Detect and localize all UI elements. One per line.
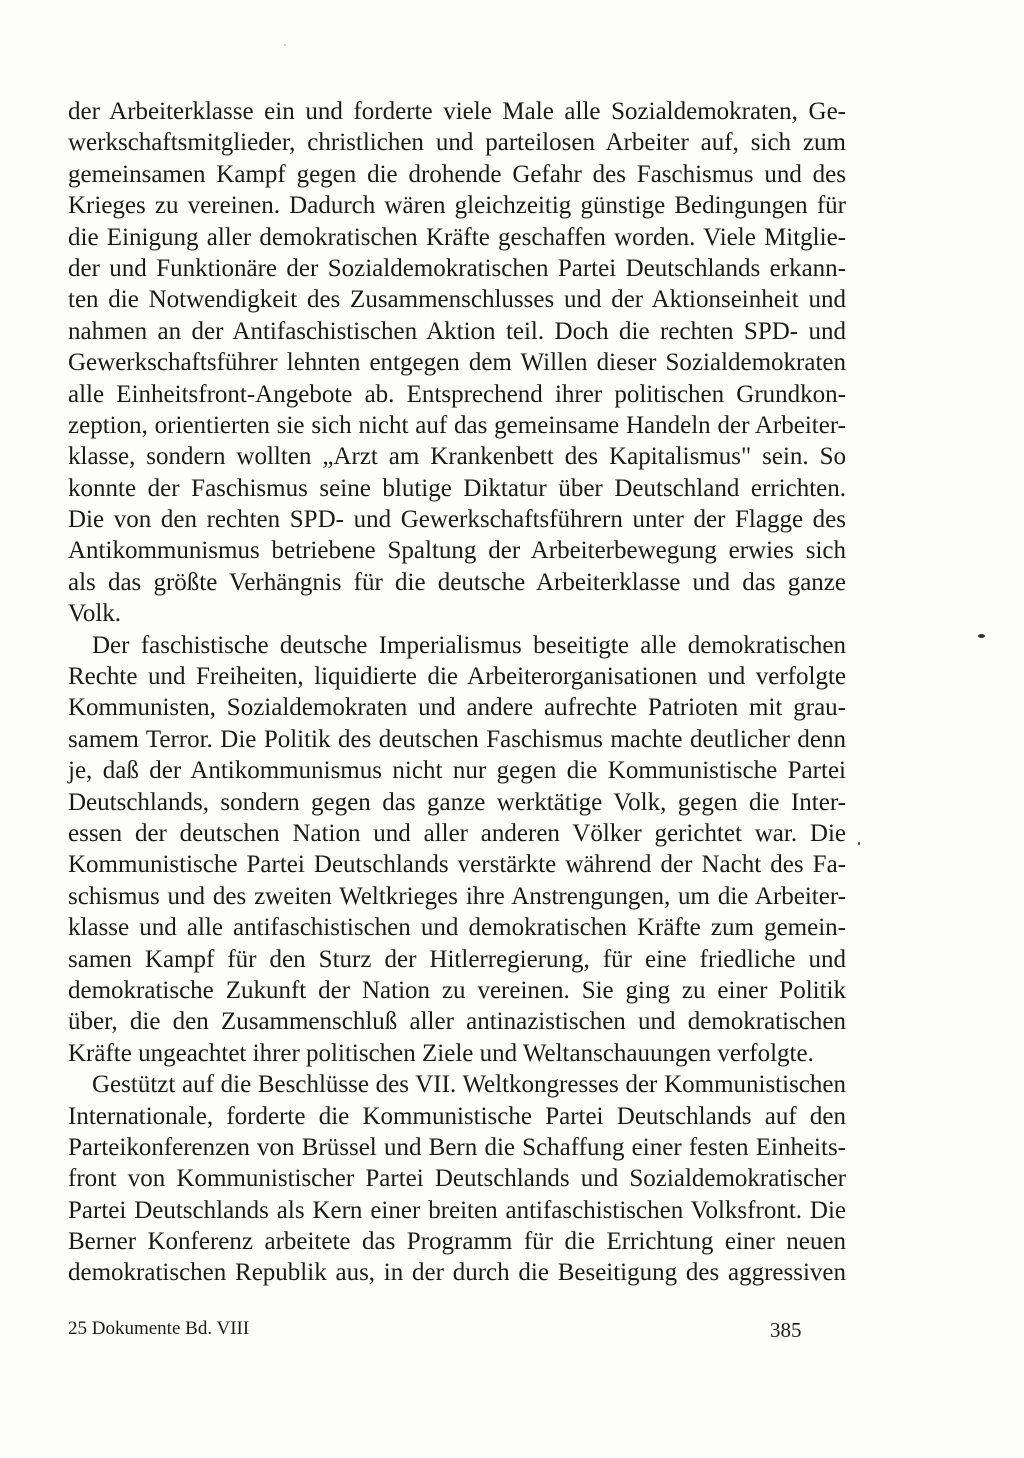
text-line: Internationale, forderte die Kommunistische Partei Deutschlands auf den (68, 1102, 846, 1130)
ink-speck (978, 634, 985, 638)
text-line: der Arbeiterklasse ein und forderte viele Male alle Sozialdemokraten, Ge- (68, 98, 846, 125)
text-line: Der faschistische deutsche Imperialismus beseitigte alle demokratischen (92, 631, 846, 659)
text-line: Kommunistische Partei Deutschlands verstärkte während der Nacht des Fa- (68, 851, 846, 879)
text-line: werkschaftsmitglieder, christlichen und parteilosen Arbeiter auf, sich zum (68, 129, 846, 157)
text-line: Parteikonferenzen von Brüssel und Bern die Schaffung einer festen Einheits- (68, 1133, 846, 1161)
text-line: klasse und alle antifaschistischen und demokratischen Kräfte zum gemein- (68, 914, 846, 942)
text-line: klasse, sondern wollten „Arzt am Krankenbett des Kapitalismus" sein. So (68, 443, 846, 471)
text-line: schismus und des zweiten Weltkrieges ihre Anstrengungen, um die Arbeiter- (68, 882, 846, 910)
text-line: Die von den rechten SPD- und Gewerkschaftsführern unter der Flagge des (68, 506, 846, 534)
text-line: Krieges zu vereinen. Dadurch wären gleichzeitig günstige Bedingungen für (68, 192, 846, 220)
body-text (68, 96, 846, 1289)
text-line: je, daß der Antikommunismus nicht nur gegen die Kommunistische Partei (68, 757, 846, 785)
text-line: ten die Notwendigkeit des Zusammenschlusses und der Aktionseinheit und (68, 286, 846, 314)
text-line: Deutschlands, sondern gegen das ganze werktätige Volk, gegen die Inter- (68, 788, 846, 816)
footer-signature: 25 Dokumente Bd. VIII (68, 1318, 250, 1339)
text-line: Berner Konferenz arbeitete das Programm für die Errichtung einer neuen (68, 1228, 846, 1256)
page-number: 385 (770, 1318, 802, 1342)
text-line: Gestützt auf die Beschlüsse des VII. Weltkongresses der Kommunistischen (92, 1071, 846, 1099)
text-line: die Einigung aller demokratischen Kräfte geschaffen worden. Viele Mitglie- (68, 223, 846, 251)
text-line: zeption, orientierten sie sich nicht auf das gemeinsame Handeln der Arbeiter- (68, 411, 846, 439)
text-line: nahmen an der Antifaschistischen Aktion teil. Doch die rechten SPD- und (68, 317, 846, 345)
text-line: demokratischen Republik aus, in der durch die Beseitigung des aggressiven (68, 1259, 846, 1287)
text-line: demokratische Zukunft der Nation zu vereinen. Sie ging zu einer Politik (68, 976, 846, 1004)
text-line: Kräfte ungeachtet ihrer politischen Ziele und Weltanschauungen verfolgte. (68, 1039, 814, 1067)
text-line: samem Terror. Die Politik des deutschen Faschismus machte deutlicher denn (68, 725, 846, 753)
text-line: Kommunisten, Sozialdemokraten und andere aufrechte Patrioten mit grau- (68, 694, 846, 722)
text-line: konnte der Faschismus seine blutige Diktatur über Deutschland errichten. (68, 474, 846, 502)
ink-speck (858, 842, 860, 845)
text-line: gemeinsamen Kampf gegen die drohende Gefahr des Faschismus und des (68, 160, 846, 188)
text-line: samen Kampf für den Sturz der Hitlerregierung, für eine friedliche und (68, 945, 846, 973)
text-line: über, die den Zusammenschluß aller antinazistischen und demokratischen (68, 1008, 846, 1036)
text-line: front von Kommunistischer Partei Deutschlands und Sozialdemokratischer (68, 1165, 846, 1193)
text-line: essen der deutschen Nation und aller anderen Völker gerichtet war. Die (68, 819, 846, 847)
text-line: Partei Deutschlands als Kern einer breiten antifaschistischen Volksfront. Die (68, 1196, 846, 1224)
text-line: Antikommunismus betriebene Spaltung der Arbeiterbewegung erwies sich (68, 537, 846, 565)
text-line: alle Einheitsfront-Angebote ab. Entsprechend ihrer politischen Grundkon- (68, 380, 846, 408)
text-line: Volk. (68, 600, 122, 628)
text-line: der und Funktionäre der Sozialdemokratischen Partei Deutschlands erkann- (68, 254, 846, 282)
ink-speck (284, 44, 286, 46)
text-line: Gewerkschaftsführer lehnten entgegen dem Willen dieser Sozialdemokraten (68, 349, 846, 377)
text-line: als das größte Verhängnis für die deutsche Arbeiterklasse und das ganze (68, 568, 846, 596)
text-line: Rechte und Freiheiten, liquidierte die Arbeiterorganisationen und verfolgte (68, 663, 846, 691)
